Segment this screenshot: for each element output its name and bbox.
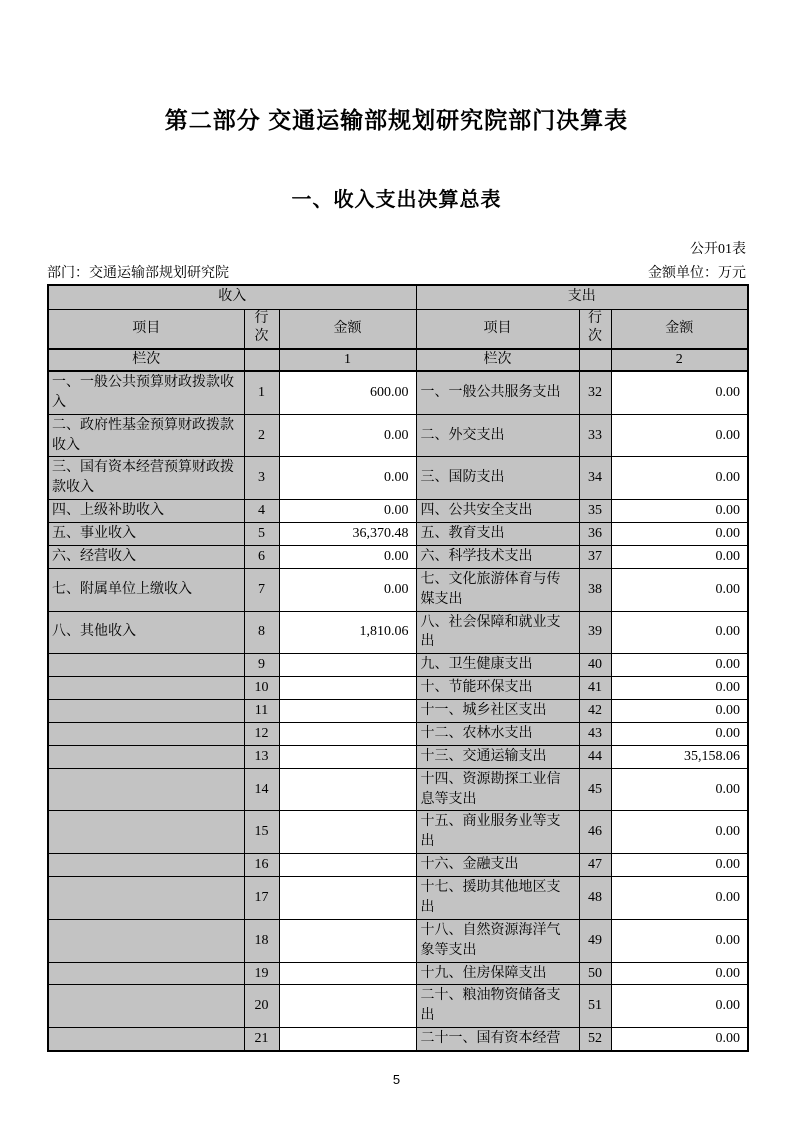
income-lineno-cell: 2 (244, 414, 279, 457)
income-lineno-cell: 20 (244, 985, 279, 1028)
expense-lineno-cell: 49 (579, 919, 611, 962)
income-lineno-header (244, 309, 279, 349)
table-row (48, 722, 748, 745)
table-row (48, 523, 748, 546)
table-row (48, 854, 748, 877)
expense-amount-cell: 0.00 (611, 568, 748, 611)
expense-amount-cell: 0.00 (611, 700, 748, 723)
expense-amount-cell: 35,158.06 (611, 745, 748, 768)
income-lineno-cell: 8 (244, 611, 279, 654)
income-amount-cell: 0.00 (279, 414, 416, 457)
expense-amount-cell: 0.00 (611, 854, 748, 877)
expense-item-cell: 十九、住房保障支出 (416, 962, 579, 985)
expense-lineno-cell: 35 (579, 500, 611, 523)
expense-amount-cell: 0.00 (611, 611, 748, 654)
expense-lineno-cell: 50 (579, 962, 611, 985)
form-code: 公开01表 (690, 242, 746, 257)
expense-lineno-cell: 37 (579, 545, 611, 568)
expense-amount-cell: 0.00 (611, 523, 748, 546)
expense-lineno-header (579, 309, 611, 349)
income-lineno-cell: 16 (244, 854, 279, 877)
expense-lineno-cell: 32 (579, 371, 611, 414)
income-amount-cell: 0.00 (279, 500, 416, 523)
income-lineno-cell: 21 (244, 1028, 279, 1051)
table-head-rows (48, 285, 748, 371)
income-lineno-cell: 6 (244, 545, 279, 568)
income-amount-cell: 0.00 (279, 545, 416, 568)
income-lineno-cell: 14 (244, 768, 279, 811)
income-item-cell (48, 811, 244, 854)
table-row (48, 877, 748, 920)
expense-lanci-label: 栏次 (416, 349, 579, 371)
department-label: 部门：交通运输部规划研究院 (47, 266, 229, 281)
table-row (48, 500, 748, 523)
table-row (48, 457, 748, 500)
income-item-cell: 八、其他收入 (48, 611, 244, 654)
income-col-index: 1 (279, 349, 416, 371)
income-item-cell (48, 768, 244, 811)
expense-item-cell: 十六、金融支出 (416, 854, 579, 877)
income-item-cell (48, 877, 244, 920)
expense-lineno-cell: 51 (579, 985, 611, 1028)
income-item-cell: 二、政府性基金预算财政拨款收入 (48, 414, 244, 457)
income-lineno-cell: 1 (244, 371, 279, 414)
income-lineno-cell: 11 (244, 700, 279, 723)
expense-lineno-cell: 47 (579, 854, 611, 877)
income-lineno-cell: 15 (244, 811, 279, 854)
expense-item-cell: 十四、资源勘探工业信息等支出 (416, 768, 579, 811)
expense-item-cell: 六、科学技术支出 (416, 545, 579, 568)
table-row (48, 700, 748, 723)
expense-lineno-cell: 34 (579, 457, 611, 500)
income-expense-table (47, 284, 749, 1052)
expense-item-cell: 三、国防支出 (416, 457, 579, 500)
income-lineno-cell: 13 (244, 745, 279, 768)
income-amount-cell (279, 877, 416, 920)
income-lineno-cell: 19 (244, 962, 279, 985)
income-lineno-cell: 9 (244, 654, 279, 677)
income-item-cell (48, 854, 244, 877)
page-number: 5 (392, 1072, 401, 1087)
expense-amount-cell: 0.00 (611, 414, 748, 457)
income-amount-cell: 0.00 (279, 457, 416, 500)
table-row (48, 414, 748, 457)
expense-item-cell: 七、文化旅游体育与传媒支出 (416, 568, 579, 611)
income-amount-cell (279, 854, 416, 877)
income-item-cell (48, 919, 244, 962)
expense-item-cell: 二十一、国有资本经营 (416, 1028, 579, 1051)
expense-item-cell: 四、公共安全支出 (416, 500, 579, 523)
income-lineno-cell: 5 (244, 523, 279, 546)
income-item-header: 项目 (48, 309, 244, 349)
expense-lanci-empty (579, 349, 611, 371)
section-header-row (48, 285, 748, 309)
income-amount-cell (279, 1028, 416, 1051)
income-lineno-header-text: 行次 (254, 311, 269, 345)
income-item-cell: 三、国有资本经营预算财政拨款收入 (48, 457, 244, 500)
income-amount-cell (279, 985, 416, 1028)
expense-item-cell: 一、一般公共服务支出 (416, 371, 579, 414)
expense-item-cell: 十七、援助其他地区支出 (416, 877, 579, 920)
income-amount-cell: 600.00 (279, 371, 416, 414)
expense-amount-cell: 0.00 (611, 722, 748, 745)
table-row (48, 568, 748, 611)
income-item-cell (48, 722, 244, 745)
amount-unit-label: 金额单位：万元 (648, 266, 746, 281)
table-row (48, 677, 748, 700)
income-item-cell (48, 1028, 244, 1051)
expense-lineno-cell: 41 (579, 677, 611, 700)
expense-lineno-cell: 48 (579, 877, 611, 920)
income-lanci-empty (244, 349, 279, 371)
income-amount-cell: 0.00 (279, 568, 416, 611)
expense-lineno-cell: 45 (579, 768, 611, 811)
expense-amount-cell: 0.00 (611, 457, 748, 500)
expense-amount-cell: 0.00 (611, 919, 748, 962)
income-item-cell (48, 745, 244, 768)
expense-item-cell: 十八、自然资源海洋气象等支出 (416, 919, 579, 962)
income-amount-cell: 1,810.06 (279, 611, 416, 654)
table-row (48, 1028, 748, 1051)
income-item-cell: 七、附属单位上缴收入 (48, 568, 244, 611)
expense-lineno-cell: 39 (579, 611, 611, 654)
income-amount-cell (279, 745, 416, 768)
income-item-cell (48, 985, 244, 1028)
income-section-header: 收入 (48, 285, 416, 309)
table-row (48, 611, 748, 654)
expense-section-header: 支出 (416, 285, 748, 309)
expense-amount-cell: 0.00 (611, 768, 748, 811)
income-lineno-cell: 3 (244, 457, 279, 500)
table-row (48, 371, 748, 414)
expense-amount-cell: 0.00 (611, 654, 748, 677)
expense-item-cell: 十二、农林水支出 (416, 722, 579, 745)
part-title: 第二部分 交通运输部规划研究院部门决算表 (164, 107, 629, 133)
expense-amount-cell: 0.00 (611, 811, 748, 854)
expense-amount-cell: 0.00 (611, 545, 748, 568)
expense-amount-cell: 0.00 (611, 677, 748, 700)
expense-lineno-cell: 33 (579, 414, 611, 457)
income-amount-cell (279, 677, 416, 700)
expense-lineno-cell: 52 (579, 1028, 611, 1051)
income-item-cell (48, 700, 244, 723)
income-amount-header: 金额 (279, 309, 416, 349)
expense-lineno-cell: 40 (579, 654, 611, 677)
table-row (48, 919, 748, 962)
income-lineno-cell: 10 (244, 677, 279, 700)
expense-amount-cell: 0.00 (611, 877, 748, 920)
expense-amount-cell: 0.00 (611, 371, 748, 414)
table-row (48, 768, 748, 811)
expense-amount-cell: 0.00 (611, 1028, 748, 1051)
expense-col-index: 2 (611, 349, 748, 371)
expense-lineno-cell: 42 (579, 700, 611, 723)
expense-amount-header: 金额 (611, 309, 748, 349)
table-row (48, 545, 748, 568)
income-lineno-cell: 18 (244, 919, 279, 962)
meta-line (47, 262, 746, 282)
income-amount-cell (279, 722, 416, 745)
expense-item-cell: 十五、商业服务业等支出 (416, 811, 579, 854)
expense-lineno-cell: 46 (579, 811, 611, 854)
income-item-cell: 六、经营收入 (48, 545, 244, 568)
expense-item-cell: 十、节能环保支出 (416, 677, 579, 700)
column-index-row (48, 349, 748, 371)
income-amount-cell (279, 919, 416, 962)
expense-item-cell: 十一、城乡社区支出 (416, 700, 579, 723)
table-row (48, 811, 748, 854)
expense-item-cell: 二十、粮油物资储备支出 (416, 985, 579, 1028)
income-amount-cell (279, 962, 416, 985)
income-lanci-label: 栏次 (48, 349, 244, 371)
income-amount-cell (279, 811, 416, 854)
income-item-cell: 五、事业收入 (48, 523, 244, 546)
expense-amount-cell: 0.00 (611, 500, 748, 523)
income-item-cell (48, 677, 244, 700)
income-item-cell (48, 654, 244, 677)
expense-amount-cell: 0.00 (611, 962, 748, 985)
income-lineno-cell: 17 (244, 877, 279, 920)
expense-item-header: 项目 (416, 309, 579, 349)
income-item-cell (48, 962, 244, 985)
expense-item-cell: 二、外交支出 (416, 414, 579, 457)
income-amount-cell: 36,370.48 (279, 523, 416, 546)
table-row (48, 654, 748, 677)
income-item-cell: 四、上级补助收入 (48, 500, 244, 523)
table-row (48, 985, 748, 1028)
income-lineno-cell: 7 (244, 568, 279, 611)
income-lineno-cell: 12 (244, 722, 279, 745)
expense-lineno-cell: 38 (579, 568, 611, 611)
expense-item-cell: 九、卫生健康支出 (416, 654, 579, 677)
expense-lineno-cell: 44 (579, 745, 611, 768)
expense-item-cell: 五、教育支出 (416, 523, 579, 546)
table-title: 一、收入支出决算总表 (291, 189, 502, 211)
expense-item-cell: 八、社会保障和就业支出 (416, 611, 579, 654)
table-row (48, 962, 748, 985)
income-lineno-cell: 4 (244, 500, 279, 523)
income-amount-cell (279, 768, 416, 811)
expense-lineno-cell: 43 (579, 722, 611, 745)
column-header-row (48, 309, 748, 349)
expense-lineno-cell: 36 (579, 523, 611, 546)
income-amount-cell (279, 654, 416, 677)
income-item-cell: 一、一般公共预算财政拨款收入 (48, 371, 244, 414)
expense-amount-cell: 0.00 (611, 985, 748, 1028)
income-amount-cell (279, 700, 416, 723)
expense-lineno-header-text: 行次 (588, 311, 603, 345)
table-body (48, 371, 748, 1051)
table-row (48, 745, 748, 768)
expense-item-cell: 十三、交通运输支出 (416, 745, 579, 768)
